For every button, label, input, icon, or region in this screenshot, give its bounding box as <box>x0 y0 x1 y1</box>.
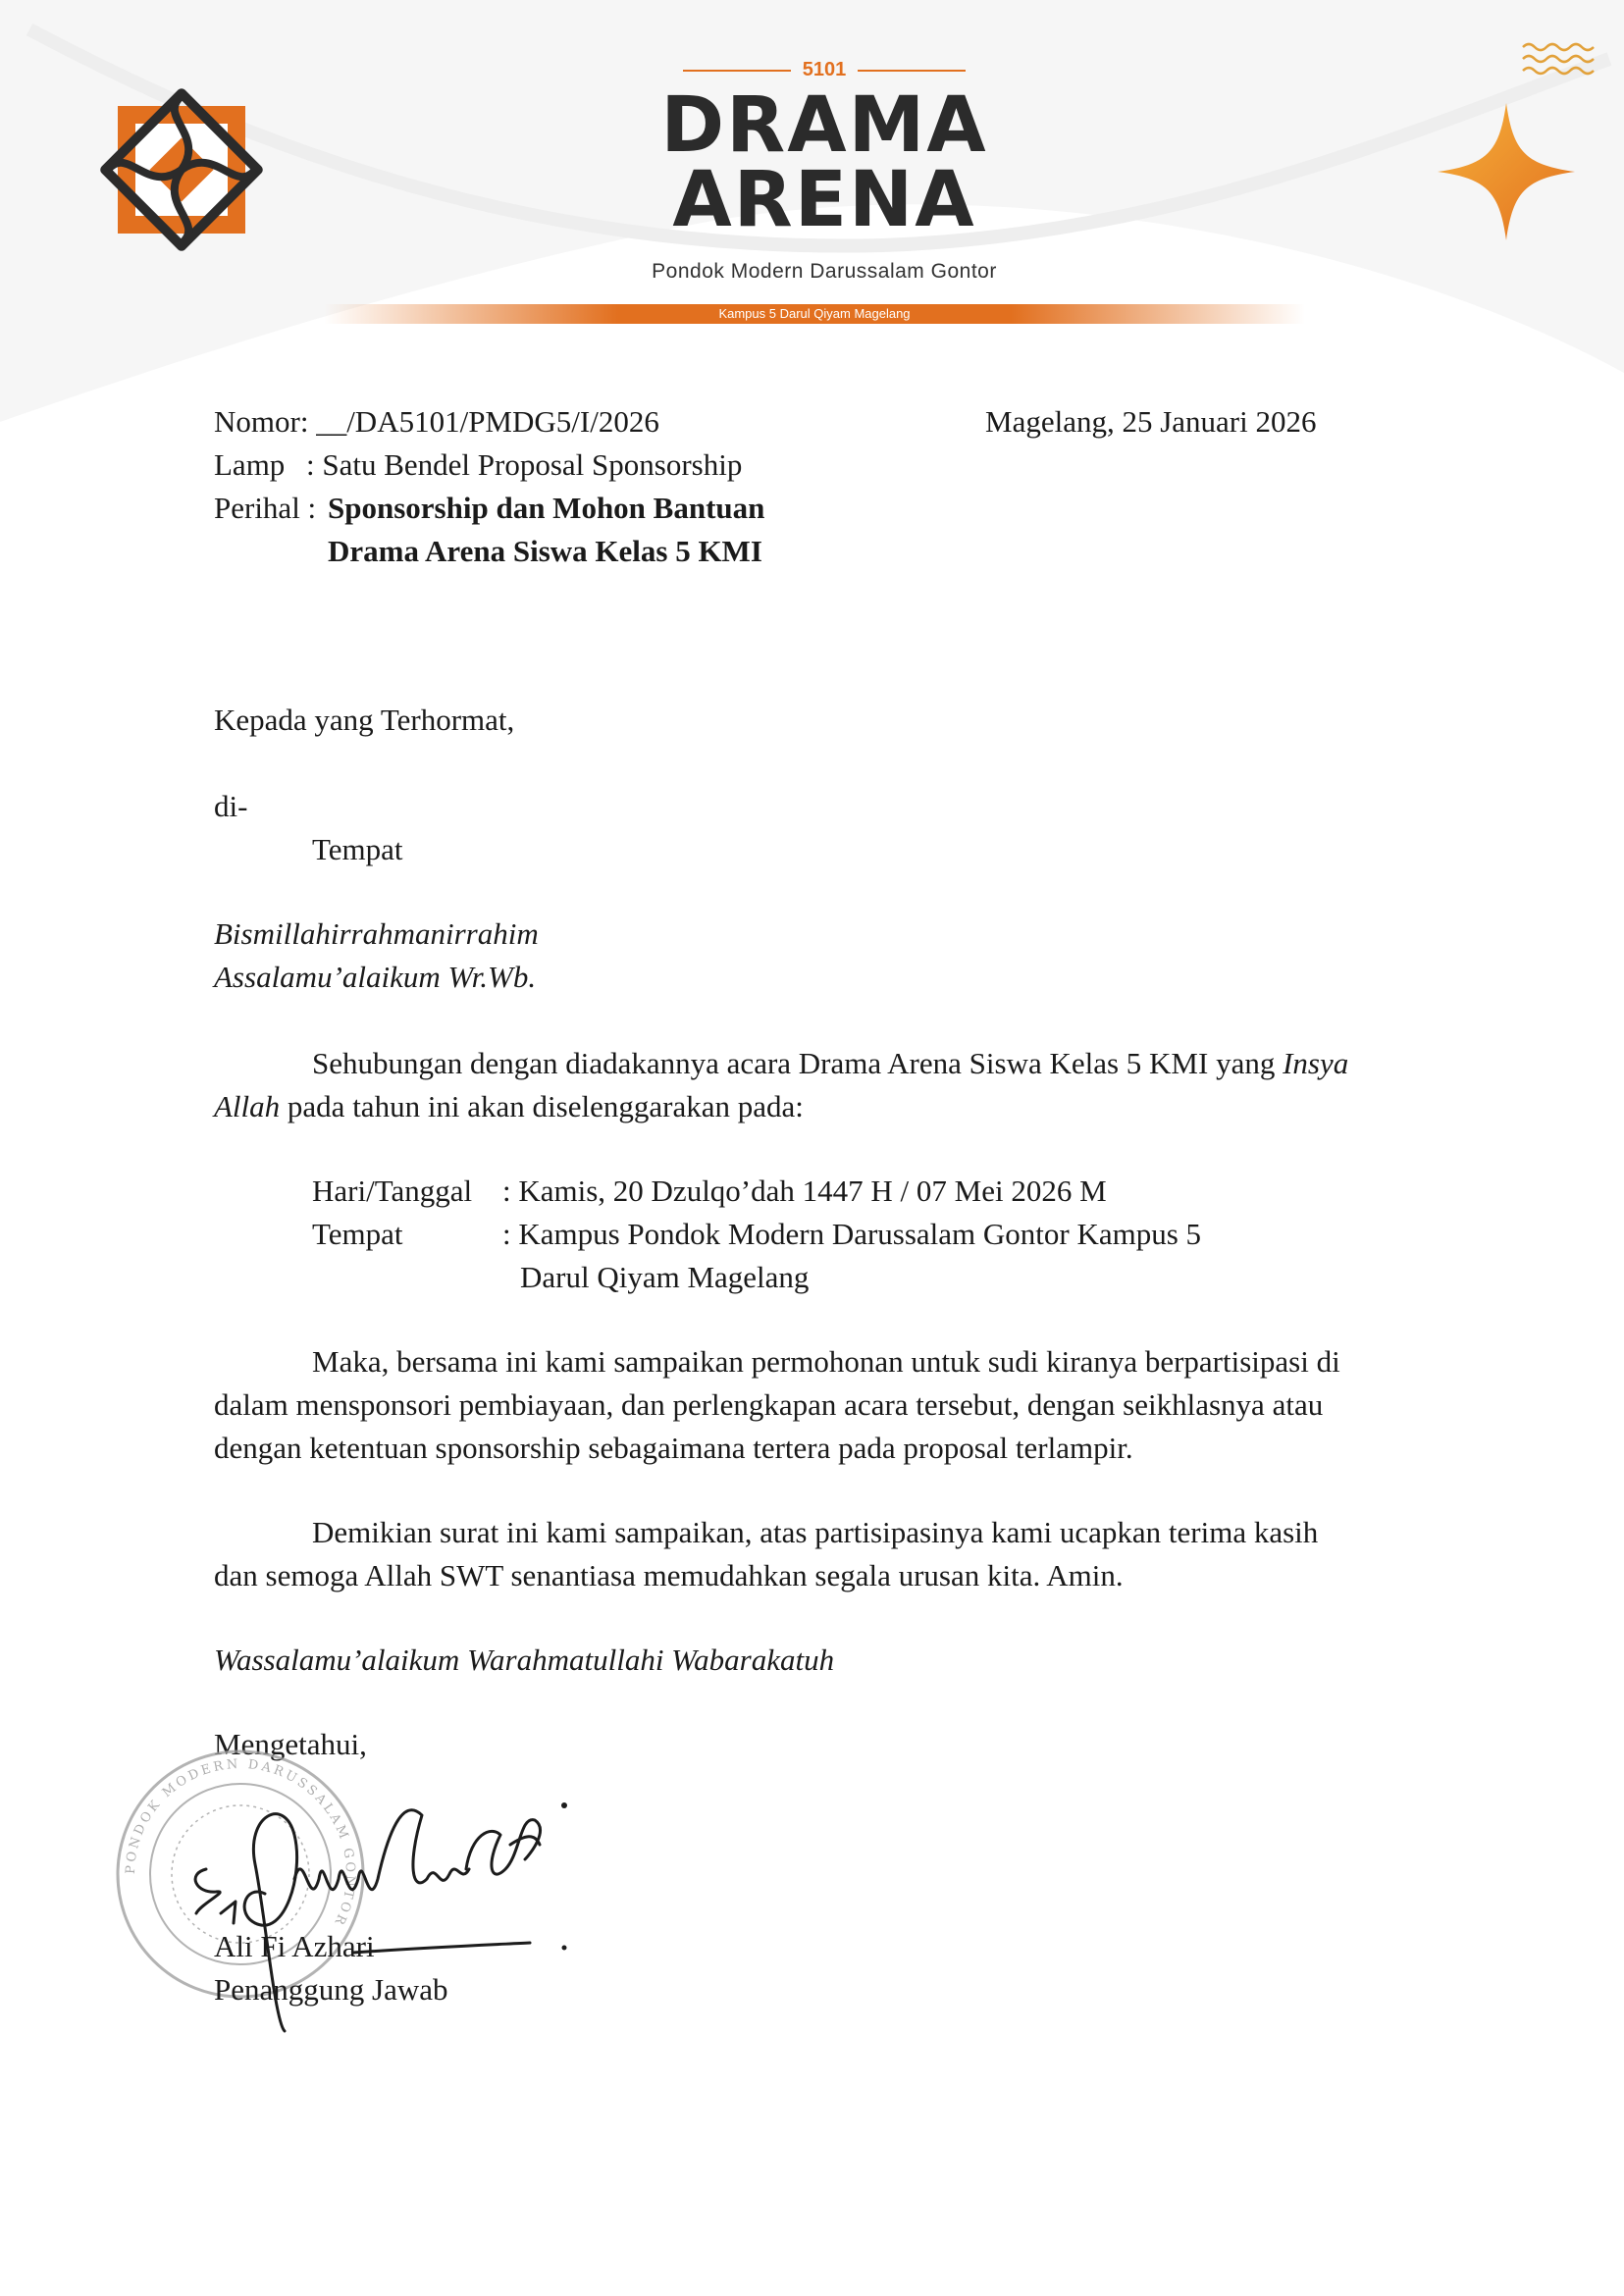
lamp-value: : Satu Bendel Proposal Sponsorship <box>306 447 743 482</box>
para1-text-a: Sehubungan dengan diadakannya acara Drama Arena Siswa Kelas 5 KMI yang <box>312 1046 1283 1080</box>
detail-date-label: Hari/Tanggal <box>312 1174 473 1208</box>
mengetahui-label: Mengetahui, <box>214 1727 367 1761</box>
para3-line1: Demikian surat ini kami sampaikan, atas partisipasinya kami ucapkan terima kasih <box>312 1515 1319 1549</box>
wave-lines-icon <box>1521 39 1595 78</box>
perihal-label: Perihal : <box>214 491 317 525</box>
para2-line3: dengan ketentuan sponsorship sebagaimana tertera pada proposal terlampir. <box>214 1431 1133 1465</box>
addressee-greeting: Kepada yang Terhormat, <box>214 703 515 737</box>
brand-title-line2: ARENA <box>672 156 976 244</box>
detail-date-value: : Kamis, 20 Dzulqo’dah 1447 H / 07 Mei 2026 M <box>502 1174 1107 1208</box>
para2-line1: Maka, bersama ini kami sampaikan permohonan untuk sudi kiranya berpartisipasi di <box>312 1344 1340 1379</box>
para1-line2 <box>214 1085 804 1128</box>
four-point-star-icon <box>1433 98 1580 245</box>
detail-place-label: Tempat <box>312 1217 403 1251</box>
nomor-value: __/DA5101/PMDG5/I/2026 <box>316 404 659 439</box>
ornament-logo-icon <box>98 86 265 253</box>
para1-text-b: Insya <box>1283 1046 1349 1080</box>
detail-place-value-line1: : Kampus Pondok Modern Darussalam Gontor Kampus 5 <box>502 1217 1202 1251</box>
para1-text-c: Allah <box>214 1089 281 1123</box>
brand-number-text: 5101 <box>802 59 847 80</box>
perihal-line2: Drama Arena Siswa Kelas 5 KMI <box>328 534 762 568</box>
brand-logo <box>618 59 1030 284</box>
signer-role: Penanggung Jawab <box>214 1972 448 2007</box>
para3-line2: dan semoga Allah SWT senantiasa memudahkan segala urusan kita. Amin. <box>214 1558 1124 1592</box>
lamp-label: Lamp <box>214 447 286 482</box>
nomor-row <box>214 400 659 444</box>
lamp-row <box>214 444 742 487</box>
para1-text-d: pada tahun ini akan diselenggarakan pada: <box>280 1089 804 1123</box>
para2-line2: dalam mensponsori pembiayaan, dan perlengkapan acara tersebut, dengan seikhlasnya atau <box>214 1387 1324 1422</box>
brand-number <box>618 59 1030 81</box>
closing-salam: Wassalamu’alaikum Warahmatullahi Wabarakatuh <box>214 1643 835 1677</box>
signer-name: Ali Fi Azhari <box>214 1929 375 1963</box>
perihal-row <box>214 487 764 530</box>
brand-title-line1: DRAMA <box>660 81 988 170</box>
perihal-line1: Sponsorship dan Mohon Bantuan <box>328 491 765 525</box>
campus-banner <box>324 304 1305 324</box>
addressee-place: Tempat <box>312 832 403 866</box>
institution-name: Pondok Modern Darussalam Gontor <box>652 260 997 283</box>
detail-place-value-line2: Darul Qiyam Magelang <box>520 1260 810 1294</box>
addressee-di: di- <box>214 789 248 823</box>
basmalah: Bismillahirrahmanirrahim <box>214 916 539 951</box>
place-date: Magelang, 25 Januari 2026 <box>985 404 1317 439</box>
opening-salam: Assalamu’alaikum Wr.Wb. <box>214 960 537 994</box>
stamp-text: PONDOK MODERN DARUSSALAM GONTOR <box>123 1756 358 1930</box>
nomor-label: Nomor: <box>214 404 309 439</box>
para1-line1 <box>312 1042 1348 1085</box>
campus-name: Kampus 5 Darul Qiyam Magelang <box>718 306 911 321</box>
